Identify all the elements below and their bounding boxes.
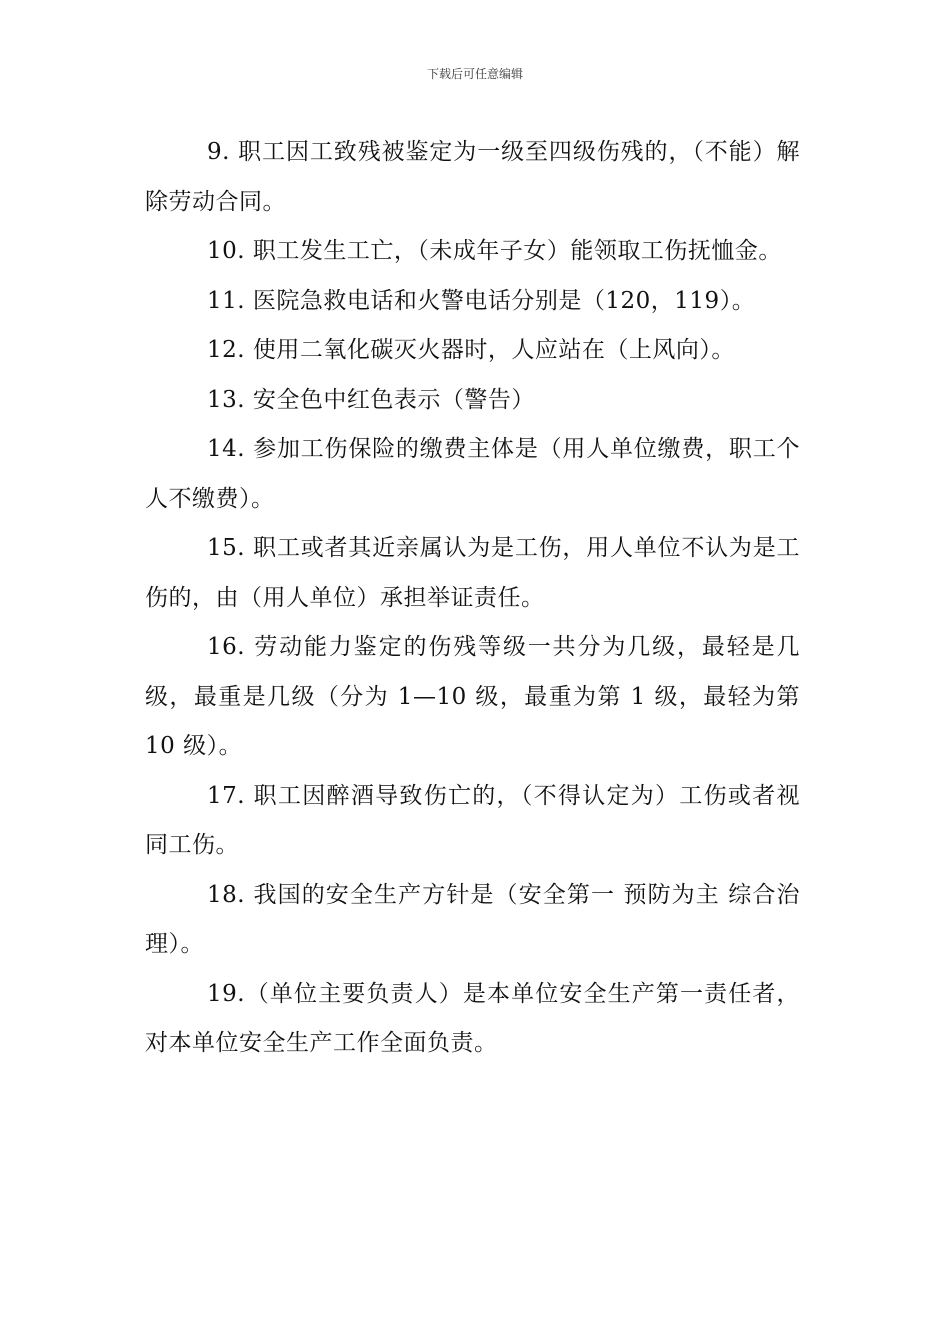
list-item: 13. 安全色中红色表示（警告） [207, 386, 535, 413]
page-header: 下载后可任意编辑 [426, 67, 523, 81]
list-item: 16. 劳动能力鉴定的伤残等级一共分为几级，最轻是几级，最重是几级（分为 1—10 级，最重为第 1 级，最轻为第 10 级）。 [145, 634, 800, 759]
list-item: 11. 医院急救电话和火警电话分别是（120，119）。 [207, 287, 756, 314]
list-item: 12. 使用二氧化碳灭火器时，人应站在（上风向）。 [207, 337, 735, 363]
list-item: 18. 我国的安全生产方针是（安全第一 预防为主 综合治理）。 [145, 881, 800, 957]
list-item: 9. 职工因工致残被鉴定为一级至四级伤残的，（不能）解除劳动合同。 [145, 139, 800, 215]
document-body [145, 128, 800, 1069]
list-item: 15. 职工或者其近亲属认为是工伤，用人单位不认为是工伤的，由（用人单位）承担举证责任。 [145, 535, 800, 611]
list-item: 14. 参加工伤保险的缴费主体是（用人单位缴费，职工个人不缴费）。 [145, 436, 800, 512]
list-item: 10. 职工发生工亡，（未成年子女）能领取工伤抚恤金。 [207, 238, 782, 264]
list-item: 17. 职工因醉酒导致伤亡的，（不得认定为）工伤或者视同工伤。 [145, 782, 800, 858]
list-item: 19.（单位主要负责人）是本单位安全生产第一责任者，对本单位安全生产工作全面负责。 [145, 980, 800, 1056]
